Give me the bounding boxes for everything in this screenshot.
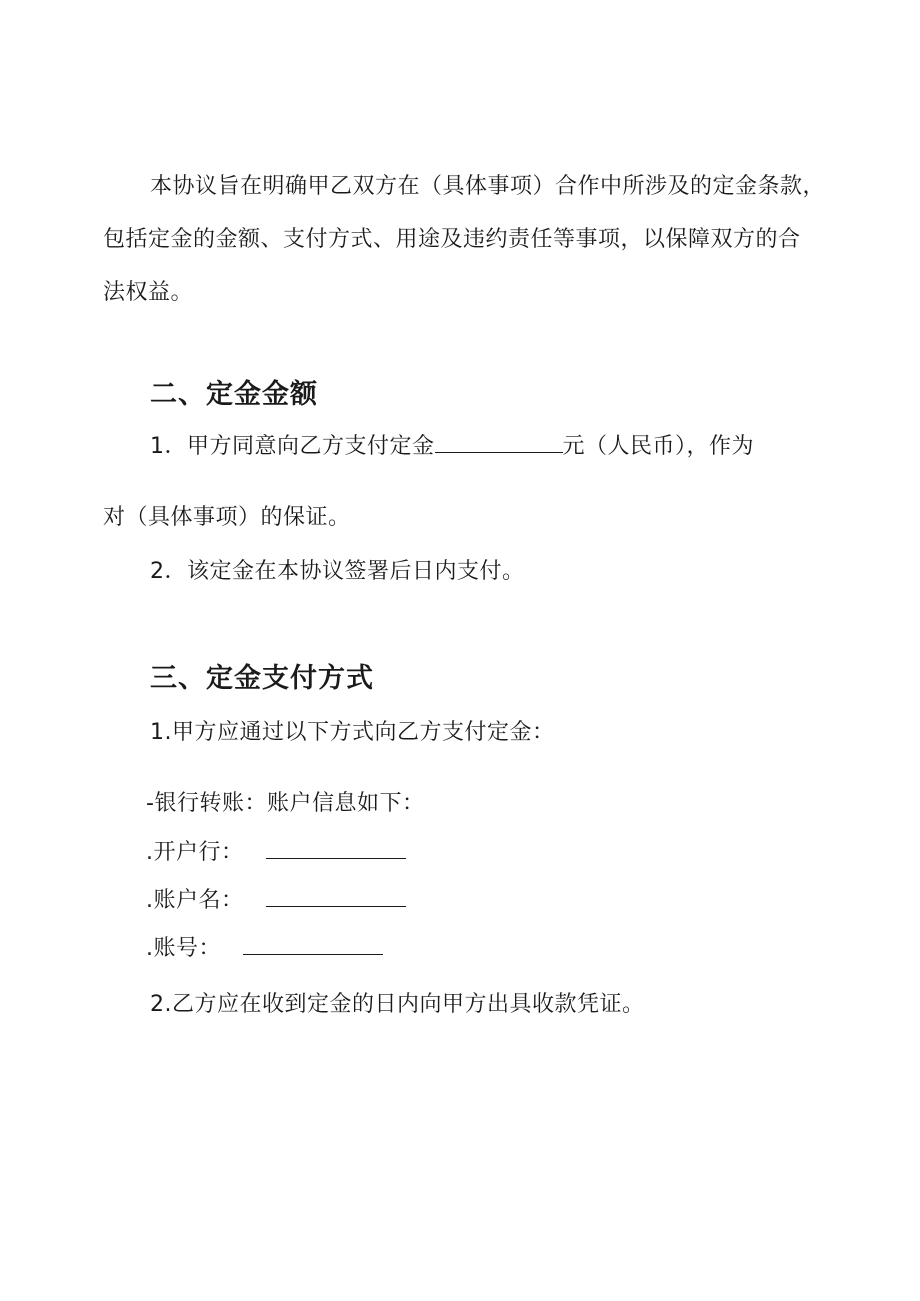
- bank-name-label: .开户行：: [146, 840, 244, 865]
- section-3-item-1: 1.甲方应通过以下方式向乙方支付定金：: [150, 720, 555, 745]
- section-2-item-2: 2．该定金在本协议签署后日内支付。: [150, 559, 525, 584]
- item-1-prefix: 1．甲方同意向乙方支付定金: [150, 434, 435, 459]
- account-number-row: [146, 934, 383, 964]
- intro-line-1: 本协议旨在明确甲乙双方在（具体事项）合作中所涉及的定金条款，: [150, 174, 826, 199]
- section-2-item-1: [150, 432, 754, 462]
- deposit-amount-blank: [435, 432, 563, 453]
- bank-name-row: [146, 838, 406, 868]
- intro-line-2: 包括定金的金额、支付方式、用途及违约责任等事项，以保障双方的合: [103, 227, 801, 252]
- section-3-item-2: 2.乙方应在收到定金的日内向甲方出具收款凭证。: [150, 992, 645, 1017]
- account-name-blank: [266, 886, 406, 907]
- account-name-row: [146, 886, 406, 916]
- section-3-heading: 三、定金支付方式: [150, 663, 374, 694]
- intro-line-3: 法权益。: [103, 280, 194, 305]
- bank-transfer-line: -银行转账：账户信息如下：: [146, 791, 425, 816]
- section-2-item-1-continued: 对（具体事项）的保证。: [103, 505, 351, 530]
- account-number-blank: [243, 934, 383, 955]
- account-name-label: .账户名：: [146, 888, 244, 913]
- item-1-suffix: 元（人民币），作为: [562, 434, 755, 459]
- account-number-label: .账号：: [146, 936, 221, 961]
- section-2-heading: 二、定金金额: [150, 379, 318, 410]
- bank-name-blank: [266, 838, 406, 859]
